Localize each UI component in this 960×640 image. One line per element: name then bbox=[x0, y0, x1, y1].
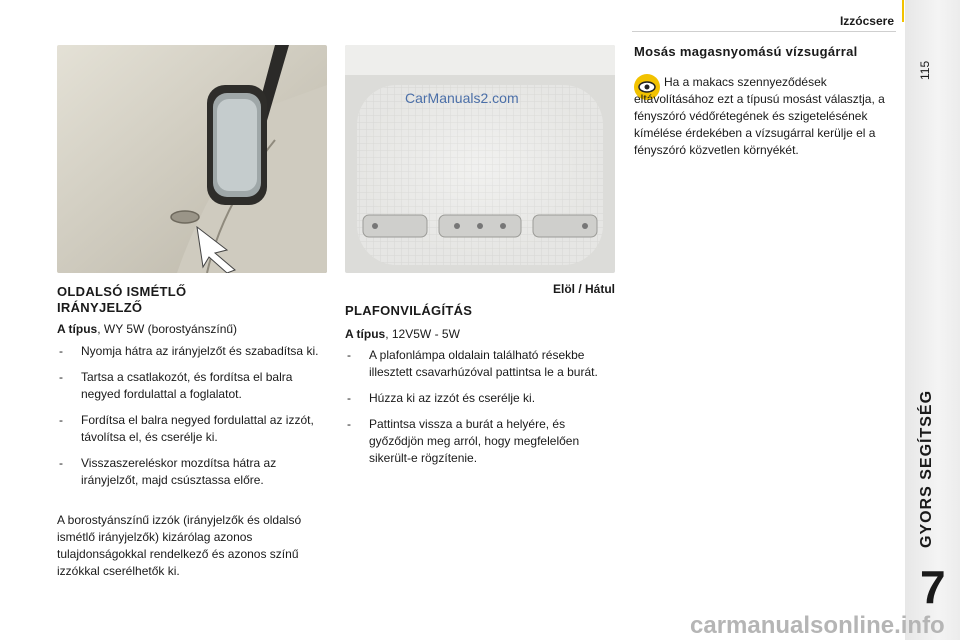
type-label: A típus bbox=[57, 322, 98, 336]
wash-title: Mosás magasnyomású vízsugárral bbox=[634, 44, 858, 59]
site-watermark: carmanualsonline.info bbox=[690, 612, 945, 639]
list-item: - Pattintsa vissza a burát a helyére, és győződjön meg arról, hogy megfelelően sikerült-e rögzítenie. bbox=[345, 416, 620, 467]
type-label: A típus bbox=[345, 327, 386, 341]
list-item: - Fordítsa el balra negyed fordulattal az izzót, távolítsa el, és cserélje ki. bbox=[57, 412, 332, 446]
side-repeater-type bbox=[57, 321, 327, 338]
ceiling-light-photo bbox=[345, 45, 615, 273]
side-repeater-steps bbox=[57, 343, 332, 498]
wash-text: Ha a makacs szennyeződések eltávolításához ezt a típusú mosást választja, a fényszóró védőrétegének és szigetelésének kímélése érdekében a vízsugárral kerülje el a fényszóró közvetlen környékét. bbox=[634, 75, 885, 157]
type-value: , 12V5W - 5W bbox=[385, 327, 460, 341]
type-value: , WY 5W (borostyánszínű) bbox=[97, 322, 238, 336]
photo-caption: Elöl / Hátul bbox=[552, 282, 615, 296]
page-number: 115 bbox=[918, 60, 932, 80]
ceiling-light-title: PLAFONVILÁGÍTÁS bbox=[345, 303, 473, 318]
list-item: - Húzza ki az izzót és cserélje ki. bbox=[345, 390, 620, 407]
header-divider bbox=[632, 31, 896, 32]
chapter-number: 7 bbox=[920, 561, 946, 613]
chapter-label: GYORS SEGÍTSÉG bbox=[918, 389, 935, 548]
side-repeater-photo bbox=[57, 45, 327, 273]
list-item: - A plafonlámpa oldalain található résekbe illesztett csavarhúzóval pattintsa le a burát. bbox=[345, 347, 620, 381]
list-item: - Nyomja hátra az irányjelzőt és szabadítsa ki. bbox=[57, 343, 332, 360]
side-repeater-title: OLDALSÓ ISMÉTLŐ IRÁNYJELZŐ bbox=[57, 284, 187, 315]
watermark-text: CarManuals2.com bbox=[405, 90, 519, 106]
section-title: Izzócsere bbox=[839, 14, 894, 28]
list-item: - Tartsa a csatlakozót, és fordítsa el balra negyed fordulattal a foglalatot. bbox=[57, 369, 332, 403]
list-item: - Visszaszereléskor mozdítsa hátra az irányjelzőt, majd csúsztassa előre. bbox=[57, 455, 332, 489]
ceiling-light-type bbox=[345, 326, 615, 343]
accent-bar bbox=[902, 0, 904, 22]
ceiling-light-steps bbox=[345, 347, 620, 476]
bulb-color-note: A borostyánszínű izzók (irányjelzők és oldalsó ismétlő irányjelzők) kizárólag azonos tulajdonságokkal rendelkező és azonos színű izzókkal cserélhetők ki. bbox=[57, 513, 302, 578]
